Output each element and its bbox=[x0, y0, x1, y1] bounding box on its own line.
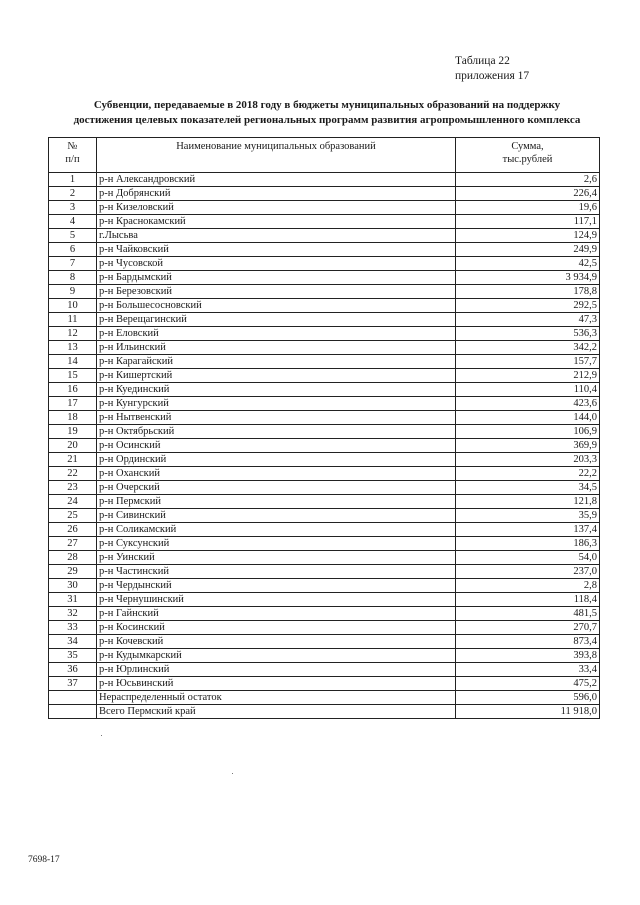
municipality-name: р-н Октябрьский bbox=[97, 425, 456, 439]
subvention-amount: 22,2 bbox=[456, 467, 600, 481]
table-row bbox=[49, 509, 600, 523]
municipality-name: р-н Кунгурский bbox=[97, 397, 456, 411]
municipality-name: р-н Карагайский bbox=[97, 355, 456, 369]
municipality-name: р-н Чернушинский bbox=[97, 593, 456, 607]
subvention-amount: 118,4 bbox=[456, 593, 600, 607]
subvention-amount: 423,6 bbox=[456, 397, 600, 411]
table-caption bbox=[455, 54, 529, 84]
subvention-amount: 33,4 bbox=[456, 663, 600, 677]
subvention-amount: 873,4 bbox=[456, 635, 600, 649]
row-number: 28 bbox=[49, 551, 97, 565]
subvention-amount: 536,3 bbox=[456, 327, 600, 341]
subvention-amount: 144,0 bbox=[456, 411, 600, 425]
row-number: 5 bbox=[49, 229, 97, 243]
subvention-amount: 237,0 bbox=[456, 565, 600, 579]
row-number: 32 bbox=[49, 607, 97, 621]
row-number: 27 bbox=[49, 537, 97, 551]
table-row bbox=[49, 327, 600, 341]
row-number: 9 bbox=[49, 285, 97, 299]
subvention-amount: 110,4 bbox=[456, 383, 600, 397]
subvention-amount: 54,0 bbox=[456, 551, 600, 565]
header-sum-line-2: тыс.рублей bbox=[502, 154, 553, 165]
table-row bbox=[49, 243, 600, 257]
municipality-name: р-н Уинский bbox=[97, 551, 456, 565]
summary-row bbox=[49, 691, 600, 705]
header-sum-line-1: Сумма, bbox=[511, 141, 544, 152]
row-number: 30 bbox=[49, 579, 97, 593]
row-number: 36 bbox=[49, 663, 97, 677]
row-number: 4 bbox=[49, 215, 97, 229]
municipality-name: г.Лысьва bbox=[97, 229, 456, 243]
header-name: Наименование муниципальных образований bbox=[97, 138, 456, 173]
municipality-name: р-н Бардымский bbox=[97, 271, 456, 285]
subvention-amount: 124,9 bbox=[456, 229, 600, 243]
subvention-amount: 270,7 bbox=[456, 621, 600, 635]
municipality-name: р-н Очерский bbox=[97, 481, 456, 495]
table-row bbox=[49, 285, 600, 299]
row-number: 13 bbox=[49, 341, 97, 355]
header-number-line-1: № bbox=[67, 141, 78, 152]
table-row bbox=[49, 607, 600, 621]
row-number bbox=[49, 691, 97, 705]
row-number: 20 bbox=[49, 439, 97, 453]
table-row bbox=[49, 537, 600, 551]
municipality-name: р-н Чусовской bbox=[97, 257, 456, 271]
title-line-2: достижения целевых показателей региональных программ развития агропромышленного комплекса bbox=[73, 114, 581, 126]
scan-speck bbox=[101, 735, 102, 736]
table-row bbox=[49, 201, 600, 215]
row-number: 34 bbox=[49, 635, 97, 649]
municipality-name: р-н Юсьвинский bbox=[97, 677, 456, 691]
municipality-name: р-н Соликамский bbox=[97, 523, 456, 537]
row-number: 1 bbox=[49, 173, 97, 187]
municipality-name: р-н Ильинский bbox=[97, 341, 456, 355]
table-row bbox=[49, 551, 600, 565]
table-row bbox=[49, 453, 600, 467]
subvention-amount: 178,8 bbox=[456, 285, 600, 299]
table-row bbox=[49, 635, 600, 649]
table-row bbox=[49, 523, 600, 537]
header-sum bbox=[456, 138, 600, 173]
row-number: 25 bbox=[49, 509, 97, 523]
table-row bbox=[49, 481, 600, 495]
row-number: 37 bbox=[49, 677, 97, 691]
caption-table-number: Таблица 22 bbox=[455, 55, 510, 67]
row-number: 23 bbox=[49, 481, 97, 495]
municipality-name: р-н Березовский bbox=[97, 285, 456, 299]
table-row bbox=[49, 355, 600, 369]
municipality-name: р-н Косинский bbox=[97, 621, 456, 635]
subvention-amount: 2,6 bbox=[456, 173, 600, 187]
row-number: 8 bbox=[49, 271, 97, 285]
subvention-amount: 35,9 bbox=[456, 509, 600, 523]
table-row bbox=[49, 257, 600, 271]
subvention-amount: 249,9 bbox=[456, 243, 600, 257]
subvention-amount: 203,3 bbox=[456, 453, 600, 467]
table-row bbox=[49, 271, 600, 285]
row-number: 6 bbox=[49, 243, 97, 257]
row-number: 31 bbox=[49, 593, 97, 607]
subvention-amount: 106,9 bbox=[456, 425, 600, 439]
municipality-name: р-н Александровский bbox=[97, 173, 456, 187]
table-row bbox=[49, 649, 600, 663]
municipality-name: р-н Гайнский bbox=[97, 607, 456, 621]
row-number: 14 bbox=[49, 355, 97, 369]
summary-row bbox=[49, 705, 600, 719]
municipality-name: р-н Пермский bbox=[97, 495, 456, 509]
row-number: 22 bbox=[49, 467, 97, 481]
municipality-name: р-н Юрлинский bbox=[97, 663, 456, 677]
subvention-amount: 3 934,9 bbox=[456, 271, 600, 285]
municipality-name: р-н Добрянский bbox=[97, 187, 456, 201]
subvention-amount: 186,3 bbox=[456, 537, 600, 551]
municipality-name: р-н Осинский bbox=[97, 439, 456, 453]
municipality-name: р-н Оханский bbox=[97, 467, 456, 481]
table-row bbox=[49, 173, 600, 187]
row-number: 2 bbox=[49, 187, 97, 201]
municipality-name: Всего Пермский край bbox=[97, 705, 456, 719]
subvention-amount: 481,5 bbox=[456, 607, 600, 621]
row-number: 17 bbox=[49, 397, 97, 411]
row-number: 15 bbox=[49, 369, 97, 383]
header-number-line-2: п/п bbox=[65, 154, 80, 165]
subventions-table bbox=[48, 137, 600, 719]
subvention-amount: 226,4 bbox=[456, 187, 600, 201]
subvention-amount: 292,5 bbox=[456, 299, 600, 313]
municipality-name: р-н Нытвенский bbox=[97, 411, 456, 425]
table-header-row bbox=[49, 138, 600, 173]
municipality-name: р-н Сивинский bbox=[97, 509, 456, 523]
row-number: 11 bbox=[49, 313, 97, 327]
table-row bbox=[49, 467, 600, 481]
table-row bbox=[49, 439, 600, 453]
table-row bbox=[49, 397, 600, 411]
scan-speck bbox=[232, 773, 233, 774]
subvention-amount: 393,8 bbox=[456, 649, 600, 663]
table-row bbox=[49, 495, 600, 509]
row-number: 26 bbox=[49, 523, 97, 537]
row-number: 24 bbox=[49, 495, 97, 509]
table-row bbox=[49, 383, 600, 397]
subvention-amount: 11 918,0 bbox=[456, 705, 600, 719]
municipality-name: р-н Краснокамский bbox=[97, 215, 456, 229]
table-row bbox=[49, 411, 600, 425]
row-number: 19 bbox=[49, 425, 97, 439]
subvention-amount: 121,8 bbox=[456, 495, 600, 509]
table-row bbox=[49, 663, 600, 677]
subvention-amount: 212,9 bbox=[456, 369, 600, 383]
subvention-amount: 475,2 bbox=[456, 677, 600, 691]
municipality-name: Нераспределенный остаток bbox=[97, 691, 456, 705]
subvention-amount: 34,5 bbox=[456, 481, 600, 495]
table-row bbox=[49, 299, 600, 313]
subvention-amount: 2,8 bbox=[456, 579, 600, 593]
subvention-amount: 19,6 bbox=[456, 201, 600, 215]
row-number: 18 bbox=[49, 411, 97, 425]
municipality-name: р-н Чердынский bbox=[97, 579, 456, 593]
row-number: 29 bbox=[49, 565, 97, 579]
row-number: 12 bbox=[49, 327, 97, 341]
table-row bbox=[49, 187, 600, 201]
table-row bbox=[49, 621, 600, 635]
subvention-amount: 42,5 bbox=[456, 257, 600, 271]
municipality-name: р-н Суксунский bbox=[97, 537, 456, 551]
title-line-1: Субвенции, передаваемые в 2018 году в бюджеты муниципальных образований на поддержку bbox=[93, 99, 561, 111]
table-row bbox=[49, 593, 600, 607]
row-number: 10 bbox=[49, 299, 97, 313]
municipality-name: р-н Кудымкарский bbox=[97, 649, 456, 663]
table-row bbox=[49, 215, 600, 229]
document-code: 7698-17 bbox=[28, 855, 60, 865]
subvention-amount: 137,4 bbox=[456, 523, 600, 537]
subvention-amount: 369,9 bbox=[456, 439, 600, 453]
table-body bbox=[49, 173, 600, 719]
row-number: 21 bbox=[49, 453, 97, 467]
row-number: 33 bbox=[49, 621, 97, 635]
table-row bbox=[49, 565, 600, 579]
table-row bbox=[49, 313, 600, 327]
municipality-name: р-н Кизеловский bbox=[97, 201, 456, 215]
subvention-amount: 157,7 bbox=[456, 355, 600, 369]
table-row bbox=[49, 341, 600, 355]
table-row bbox=[49, 579, 600, 593]
municipality-name: р-н Частинский bbox=[97, 565, 456, 579]
municipality-name: р-н Чайковский bbox=[97, 243, 456, 257]
row-number bbox=[49, 705, 97, 719]
caption-appendix: приложения 17 bbox=[455, 70, 530, 82]
subvention-amount: 596,0 bbox=[456, 691, 600, 705]
municipality-name: р-н Еловский bbox=[97, 327, 456, 341]
municipality-name: р-н Кочевский bbox=[97, 635, 456, 649]
municipality-name: р-н Куединский bbox=[97, 383, 456, 397]
row-number: 7 bbox=[49, 257, 97, 271]
header-number bbox=[49, 138, 97, 173]
document-title bbox=[40, 98, 614, 128]
municipality-name: р-н Большесосновский bbox=[97, 299, 456, 313]
table-row bbox=[49, 369, 600, 383]
subvention-amount: 117,1 bbox=[456, 215, 600, 229]
table-row bbox=[49, 229, 600, 243]
subvention-amount: 342,2 bbox=[456, 341, 600, 355]
municipality-name: р-н Кишертский bbox=[97, 369, 456, 383]
row-number: 16 bbox=[49, 383, 97, 397]
table-row bbox=[49, 677, 600, 691]
row-number: 35 bbox=[49, 649, 97, 663]
subvention-amount: 47,3 bbox=[456, 313, 600, 327]
municipality-name: р-н Верещагинский bbox=[97, 313, 456, 327]
row-number: 3 bbox=[49, 201, 97, 215]
table-row bbox=[49, 425, 600, 439]
municipality-name: р-н Ординский bbox=[97, 453, 456, 467]
